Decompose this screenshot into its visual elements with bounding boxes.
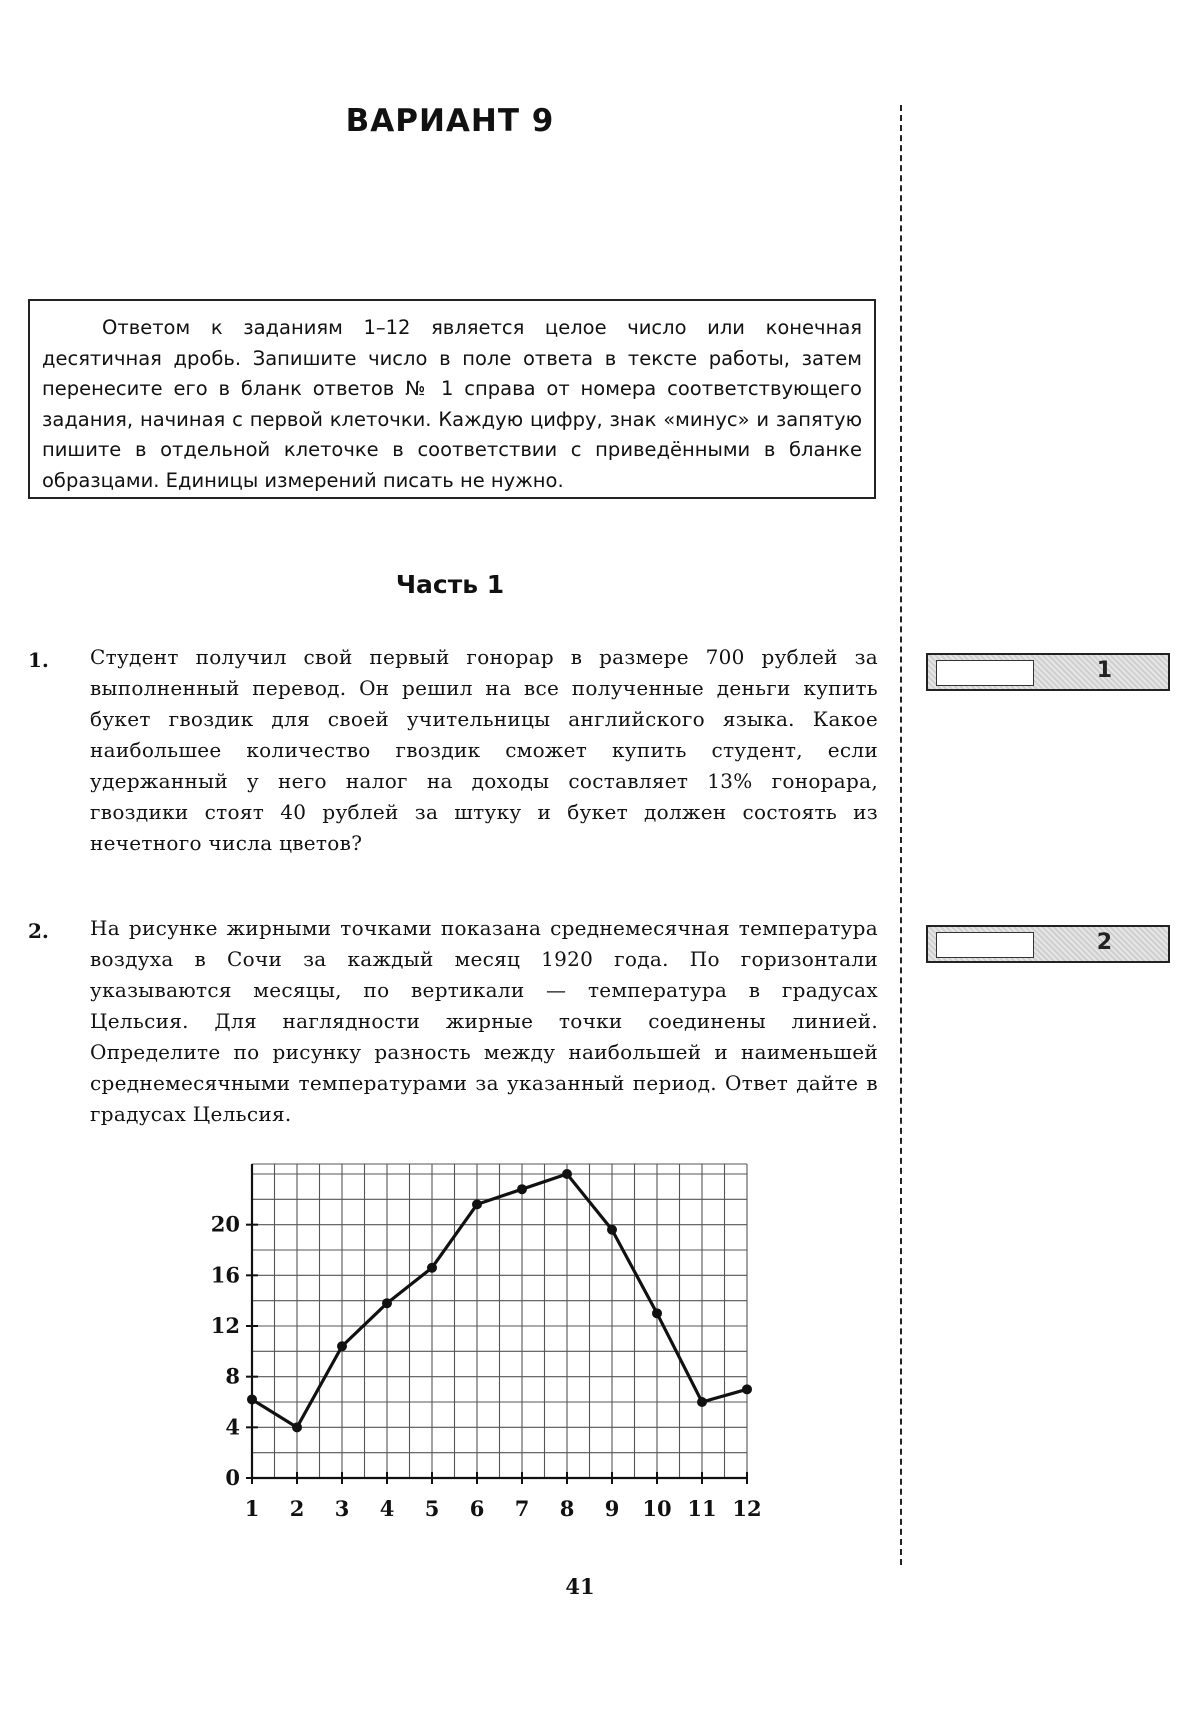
data-point (427, 1263, 437, 1273)
x-tick-label: 3 (334, 1496, 350, 1521)
y-tick-label: 12 (210, 1313, 240, 1338)
answer-box-1-label: 1 (1096, 658, 1112, 683)
x-tick-label: 8 (559, 1496, 575, 1521)
cut-line (900, 105, 902, 1565)
data-point (607, 1225, 617, 1235)
x-tick-label: 9 (604, 1496, 620, 1521)
part-title: Часть 1 (395, 570, 505, 599)
chart-axes (246, 1164, 747, 1484)
x-tick-label: 4 (379, 1496, 395, 1521)
task-1-number: 1. (28, 648, 49, 672)
y-tick-label: 20 (210, 1211, 240, 1237)
x-tick-label: 12 (732, 1496, 762, 1521)
answer-box-2 (926, 925, 1170, 963)
data-point (652, 1308, 662, 1318)
task-1-text: Студент получил свой первый гонорар в размере 700 рублей за выполненный перевод. Он решил на все полученные деньги купить букет гвоздик для своей учительницы английского языка. Какое наибольшее количество гвоздик сможет купить студент, если удержанный у него налог на доходы составляет 13% гонорара, гвоздики стоят 40 рублей за штуку и букет должен состоять из нечетного числа цветов? (90, 645, 878, 855)
data-point (337, 1341, 347, 1351)
x-tick-label: 10 (642, 1496, 672, 1521)
answer-box-1 (926, 653, 1170, 691)
y-tick-label: 16 (210, 1262, 240, 1288)
chart-y-tick-labels (211, 1212, 240, 1490)
data-point (472, 1199, 482, 1209)
y-tick-label: 0 (225, 1465, 240, 1490)
answer-field-2[interactable] (936, 932, 1034, 958)
x-tick-label: 2 (289, 1496, 305, 1521)
answer-box-2-label: 2 (1096, 930, 1112, 955)
x-tick-label: 11 (687, 1496, 717, 1521)
answer-field-1[interactable] (936, 660, 1034, 686)
data-point (562, 1169, 572, 1179)
y-tick-label: 8 (225, 1363, 240, 1389)
task-2-number: 2. (28, 919, 49, 943)
chart-grid (252, 1164, 747, 1478)
x-tick-label: 5 (424, 1496, 440, 1521)
data-point (382, 1298, 392, 1308)
instructions-box (28, 299, 876, 499)
data-point (517, 1184, 527, 1194)
variant-title: ВАРИАНТ 9 (345, 103, 555, 139)
data-point (742, 1384, 752, 1394)
x-tick-label: 1 (244, 1496, 260, 1521)
data-point (697, 1397, 707, 1407)
instructions-text: Ответом к заданиям 1–12 является целое число или конечная десятичная дробь. Запишите число в поле ответа в тексте работы, затем перенесите его в бланк ответов № 1 справа от номера соответствующего задания, начиная с первой клеточки. Каждую цифру, знак «минус» и запятую пишите в отдельной клеточке в соответствии с приведёнными в бланке образцами. Единицы измерений писать не нужно. (42, 316, 862, 492)
x-tick-label: 6 (469, 1496, 485, 1521)
task-2-text: На рисунке жирными точками показана среднемесячная температура воздуха в Сочи за каждый месяц 1920 года. По горизонтали указываются месяцы, по вертикали — температура в градусах Цельсия. Для наглядности жирные точки соединены линией. Определите по рисунку разность между наибольшей и наименьшей среднемесячными температурами за указанный период. Ответ дайте в градусах Цельсия. (90, 916, 878, 1126)
page-number: 41 (565, 1574, 595, 1599)
x-tick-label: 7 (514, 1496, 530, 1521)
chart-x-tick-labels (245, 1496, 762, 1521)
temperature-chart (190, 1160, 790, 1540)
data-point (292, 1422, 302, 1432)
data-point (247, 1394, 257, 1404)
y-tick-label: 4 (225, 1414, 240, 1440)
